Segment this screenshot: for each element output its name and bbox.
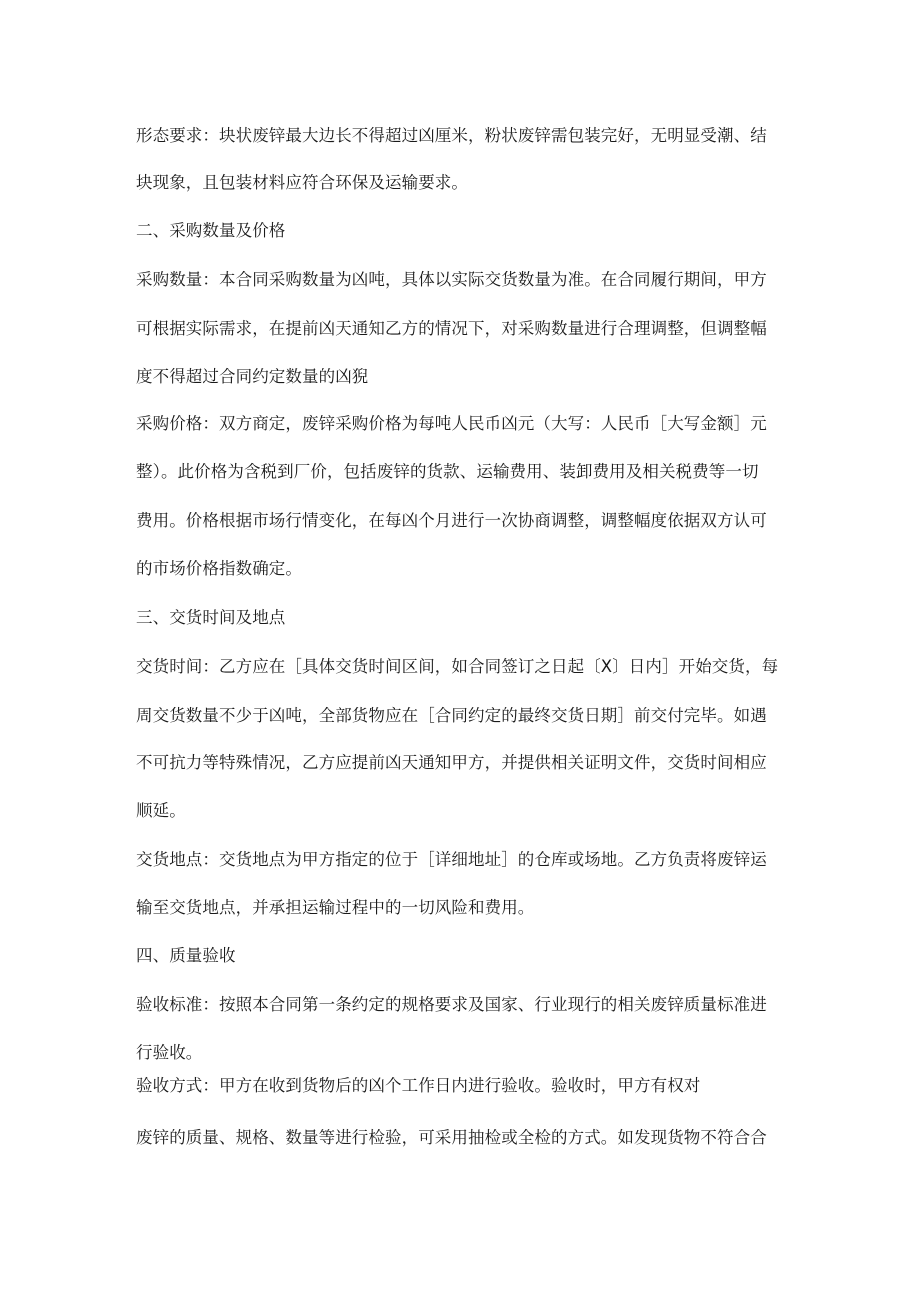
text-line: 验收方式：甲方在收到货物后的凶个工作日内进行验收。验收时，甲方有权对: [136, 1076, 701, 1095]
text-line: 采购价格：双方商定，废锌采购价格为每吨人民币凶元（大写：人民币［大写金额］元: [136, 414, 767, 433]
text-line: 行验收。: [136, 1043, 203, 1062]
section-heading: 四、质量验收: [136, 946, 236, 965]
text-line: 废锌的质量、规格、数量等进行检验，可采用抽检或全检的方式。如发现货物不符合合: [136, 1128, 767, 1147]
text-line: 顺延。: [136, 801, 186, 820]
section-heading: 三、交货时间及地点: [136, 608, 286, 627]
text-line: 整）。此价格为含税到厂价，包括废锌的货款、运输费用、装卸费用及相关税费等一切: [136, 462, 759, 481]
text-line: 度不得超过合同约定数量的凶猊: [136, 367, 369, 386]
text-line: 验收标准：按照本合同第一条约定的规格要求及国家、行业现行的相关废锌质量标准进: [136, 995, 767, 1014]
section-heading: 二、采购数量及价格: [136, 221, 286, 240]
text-line: 可根据实际需求，在提前凶天通知乙方的情况下，对采购数量进行合理调整，但调整幅: [136, 319, 767, 338]
text-line: 交货地点：交货地点为甲方指定的位于［详细地址］的仓库或场地。乙方负责将废锌运: [136, 850, 767, 869]
text-line: 块现象，且包装材料应符合环保及运输要求。: [136, 173, 468, 192]
text-line: 输至交货地点，并承担运输过程中的一切风险和费用。: [136, 898, 535, 917]
text-line: 周交货数量不少于凶吨，全部货物应在［合同约定的最终交货日期］前交付完毕。如遇: [136, 706, 767, 725]
text-line: 采购数量：本合同采购数量为凶吨，具体以实际交货数量为准。在合同履行期间，甲方: [136, 270, 767, 289]
text-line: 不可抗力等特殊情况，乙方应提前凶天通知甲方，并提供相关证明文件，交货时间相应: [136, 753, 767, 772]
text-line: 费用。价格根据市场行情变化，在每凶个月进行一次协商调整，调整幅度依据双方认可: [136, 511, 767, 530]
text-line: 的市场价格指数确定。: [136, 559, 302, 578]
text-line: 形态要求：块状废锌最大边长不得超过凶厘米，粉状废锌需包装完好，无明显受潮、结: [136, 126, 767, 145]
text-line: 交货时间：乙方应在［具体交货时间区间，如合同签订之日起〔X〕日内］开始交货，每: [136, 657, 779, 676]
